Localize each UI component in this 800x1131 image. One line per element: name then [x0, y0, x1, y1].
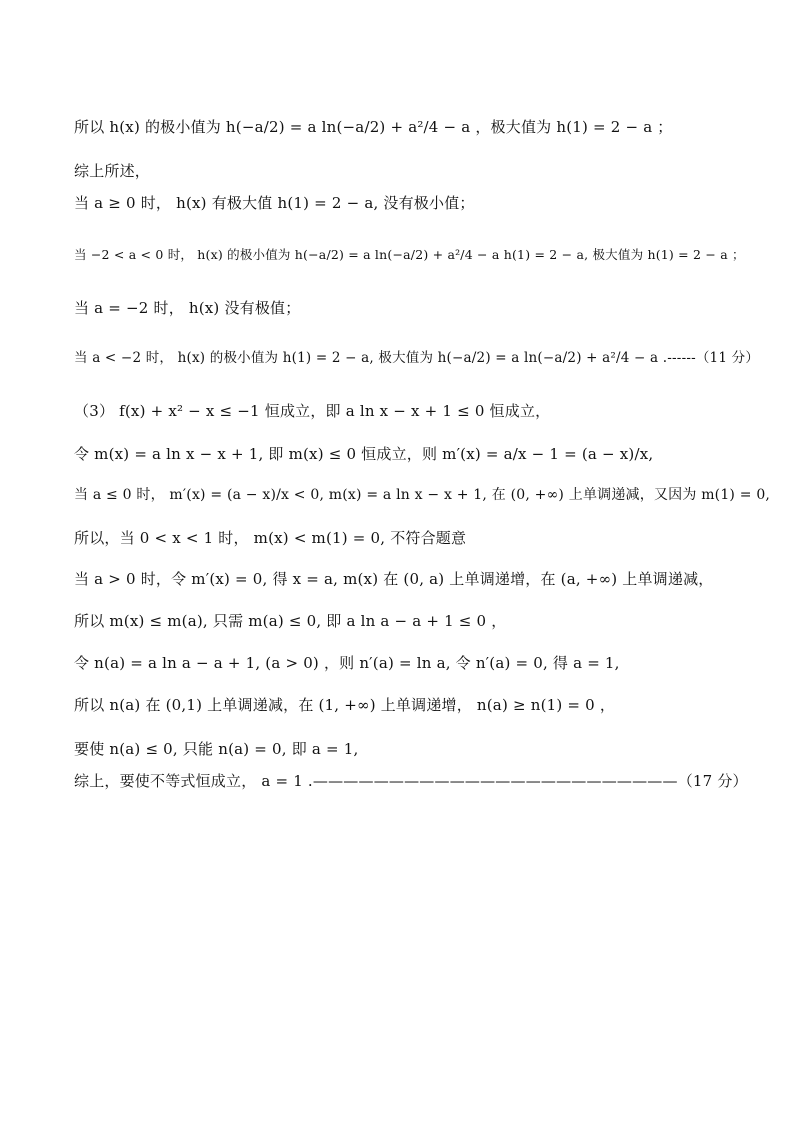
- text-line: 所以，当 0 < x < 1 时， m(x) < m(1) = 0, 不符合题意: [74, 529, 467, 547]
- text-line: 当 a = −2 时， h(x) 没有极值；: [74, 299, 301, 317]
- text-line: 当 a ≤ 0 时， m′(x) = (a − x)/x < 0, m(x) = a ln x − x + 1, 在 (0, +∞) 上单调递减，又因为 m(1) = 0,: [74, 487, 771, 503]
- text-line: 当 −2 < a < 0 时， h(x) 的极小值为 h(−a/2) = a ln(−a/2) + a²/4 − a h(1) = 2 − a, 极大值为 h(1) = 2 − a ；: [74, 247, 745, 262]
- text-line: 所以 h(x) 的极小值为 h(−a/2) = a ln(−a/2) + a²/4 − a ，极大值为 h(1) = 2 − a ；: [74, 118, 673, 136]
- text-line: 当 a ≥ 0 时， h(x) 有极大值 h(1) = 2 − a, 没有极小值；: [74, 194, 475, 212]
- text-line: 综上，要使不等式恒成立， a = 1 .————————————————————————（17 分）: [74, 772, 748, 790]
- text-line: 所以 n(a) 在 (0,1) 上单调递减，在 (1, +∞) 上单调递增， n(a) ≥ n(1) = 0 ，: [74, 696, 616, 714]
- text-line: 令 n(a) = a ln a − a + 1, (a > 0) ，则 n′(a) = ln a, 令 n′(a) = 0, 得 a = 1,: [74, 654, 620, 672]
- text-line: 令 m(x) = a ln x − x + 1, 即 m(x) ≤ 0 恒成立，则 m′(x) = a/x − 1 = (a − x)/x,: [74, 445, 654, 463]
- text-line: 当 a > 0 时，令 m′(x) = 0, 得 x = a, m(x) 在 (0, a) 上单调递增，在 (a, +∞) 上单调递减，: [74, 570, 714, 588]
- text-line: 要使 n(a) ≤ 0, 只能 n(a) = 0, 即 a = 1,: [74, 740, 359, 758]
- text-line: 当 a < −2 时， h(x) 的极小值为 h(1) = 2 − a, 极大值为 h(−a/2) = a ln(−a/2) + a²/4 − a .------（11 分）: [74, 350, 760, 366]
- text-line: （3） f(x) + x² − x ≤ −1 恒成立，即 a ln x − x + 1 ≤ 0 恒成立，: [74, 402, 551, 420]
- text-line: 综上所述，: [74, 162, 151, 180]
- text-line: 所以 m(x) ≤ m(a), 只需 m(a) ≤ 0, 即 a ln a − a + 1 ≤ 0 ，: [74, 612, 507, 630]
